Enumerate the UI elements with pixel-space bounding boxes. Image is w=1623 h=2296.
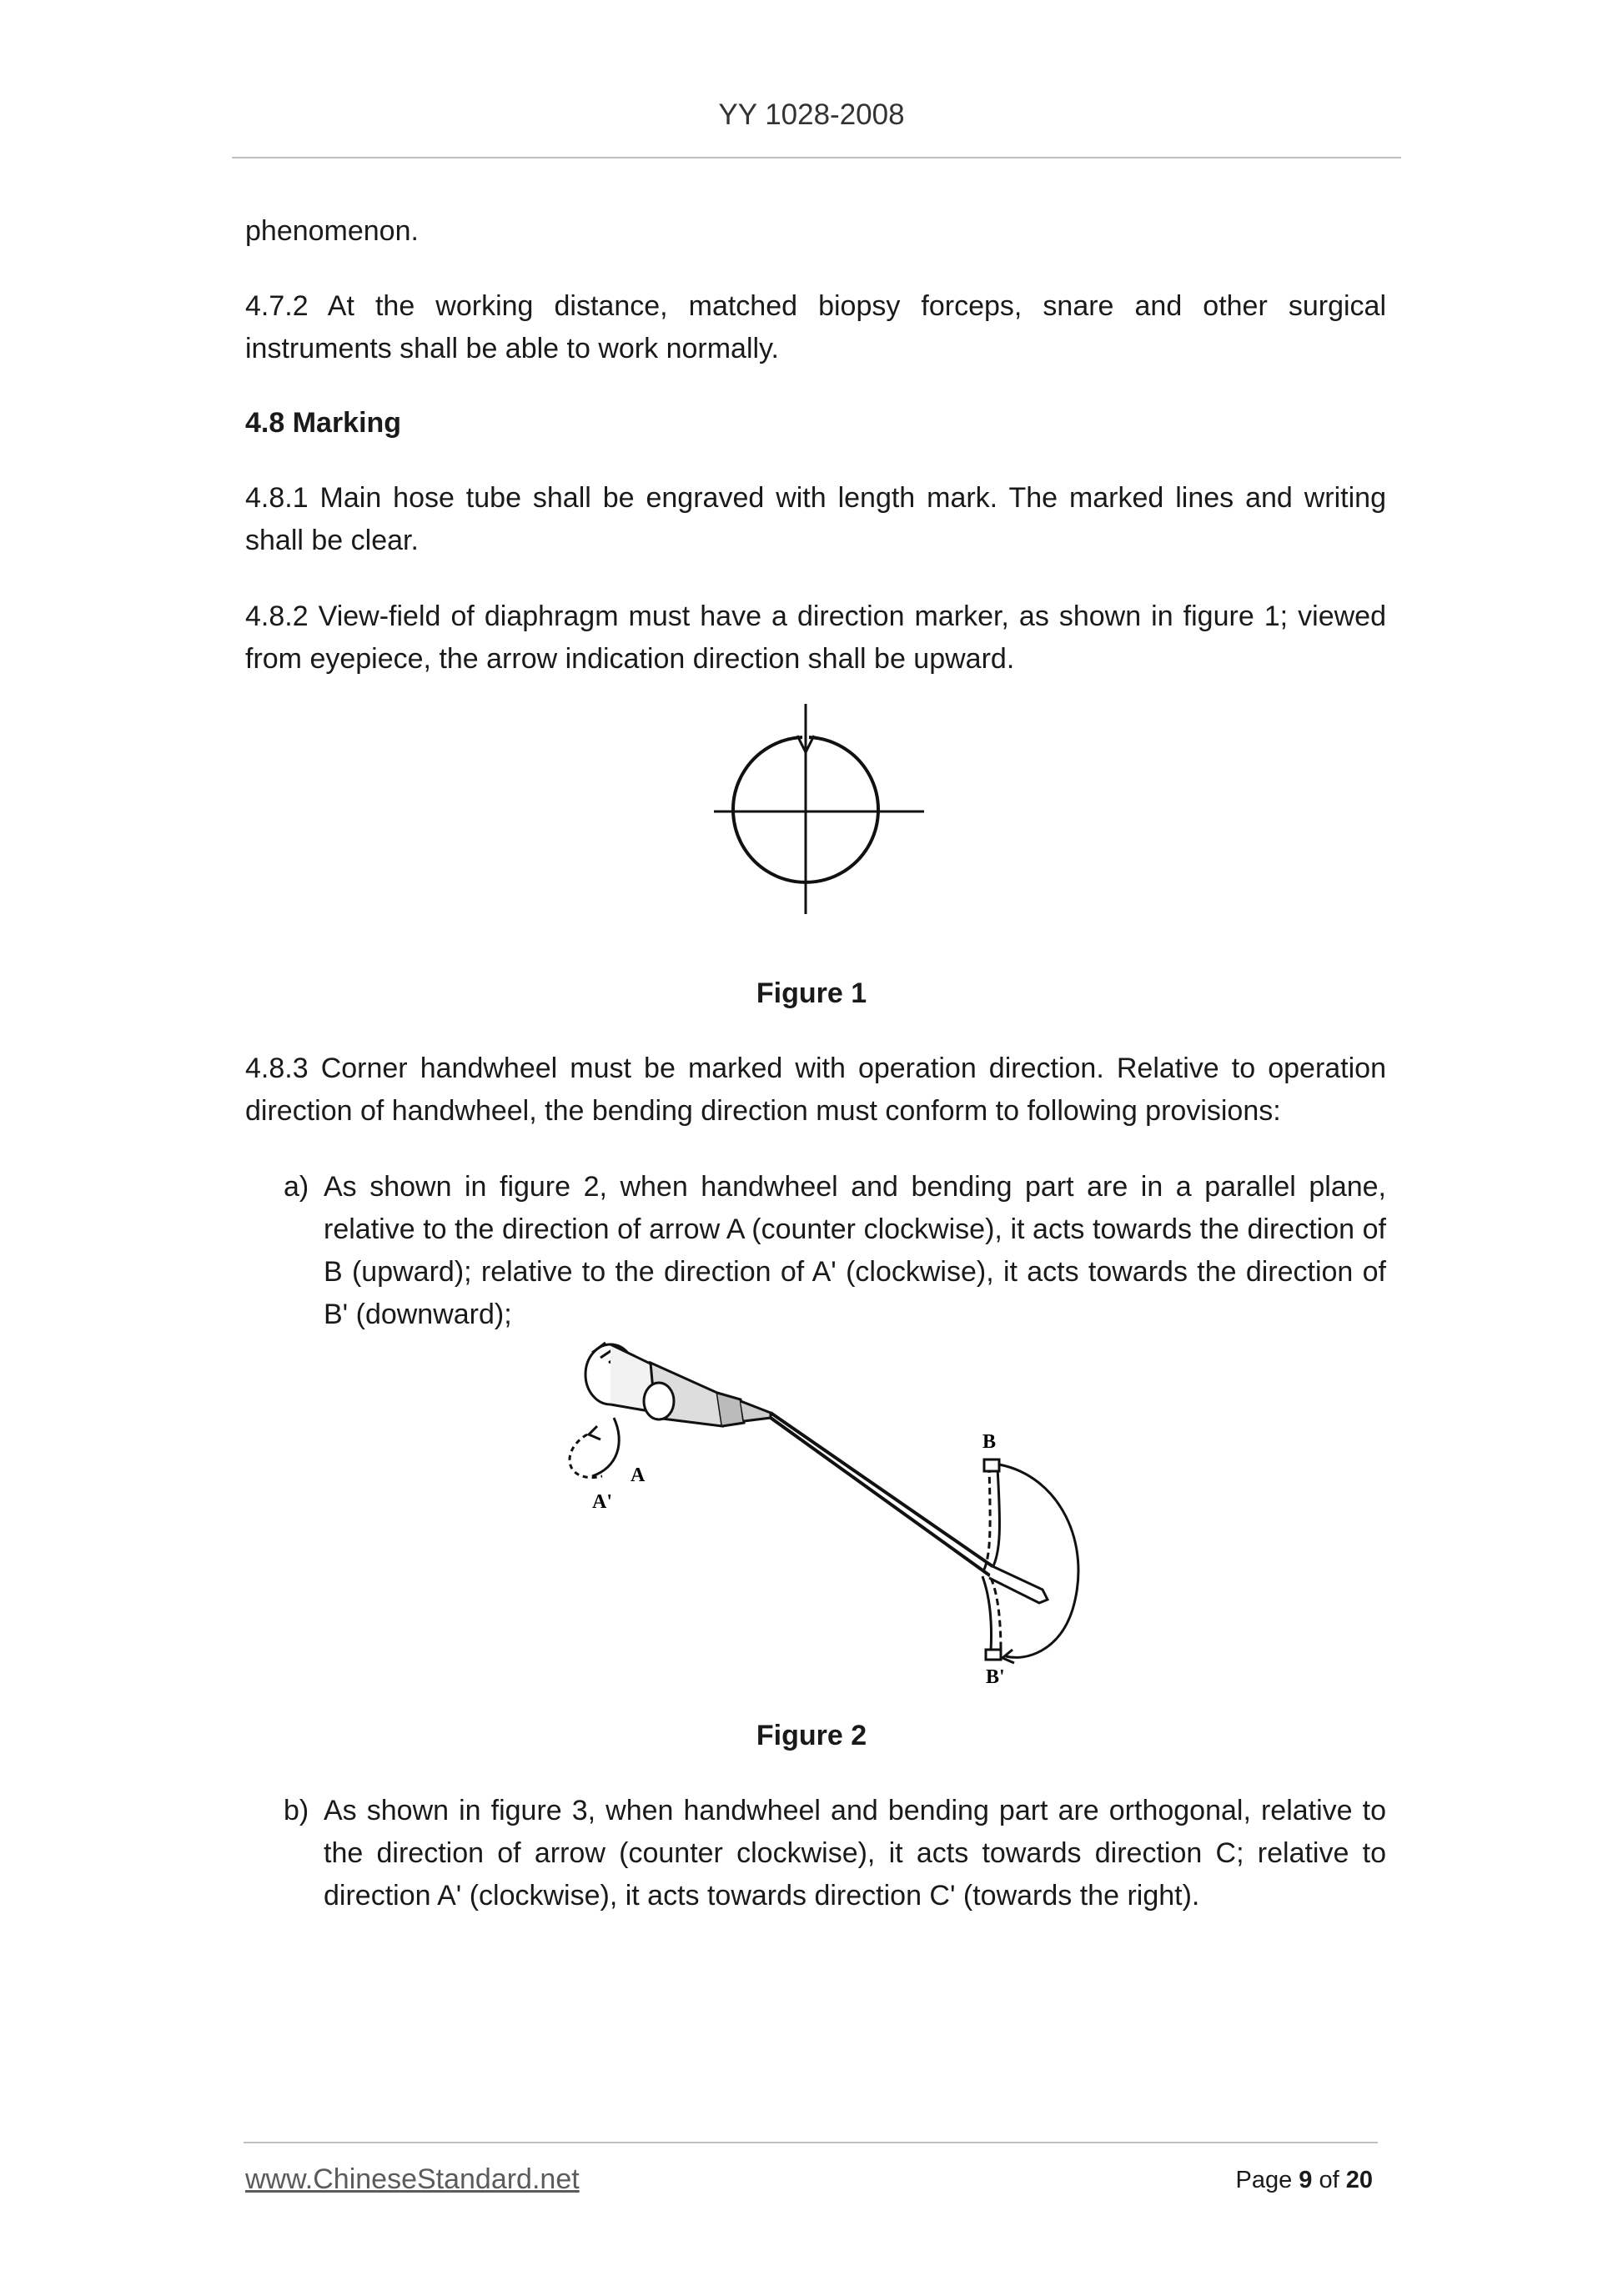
page-number: [1235, 2167, 1373, 2194]
list-text-b: As shown in figure 3, when handwheel and bending part are orthogonal, relative to the direction of arrow (counter clockwise), it acts towards direction C; relative to direction A' (clockwise), it acts towards direction C' (towards the right).: [324, 1795, 1386, 1912]
page-current: 9: [1299, 2167, 1313, 2193]
page-total: 20: [1345, 2167, 1373, 2193]
header-divider: [232, 157, 1401, 158]
website-link[interactable]: www.ChineseStandard.net: [245, 2163, 580, 2195]
paragraph-4-8-1: 4.8.1 Main hose tube shall be engraved with length mark. The marked lines and writing shall be clear.: [245, 482, 1386, 556]
paragraph-4-7-2: 4.7.2 At the working distance, matched biopsy forceps, snare and other surgical instruments shall be able to work normally.: [245, 290, 1386, 364]
list-item-a: [284, 1166, 1386, 1336]
figure-2-caption: Figure 2: [756, 1720, 867, 1751]
figure-2-label-b-prime: B': [986, 1666, 1005, 1685]
figure-2-label-a-prime: A': [592, 1491, 612, 1513]
paragraph-4-8-2: 4.8.2 View-field of diaphragm must have a direction marker, as shown in figure 1; viewed from eyepiece, the arrow indication direction shall be upward.: [245, 600, 1386, 675]
figure-2-endoscope-diagram: [559, 1334, 1109, 1685]
page-prefix: Page: [1235, 2167, 1293, 2193]
list-marker-b: b): [284, 1795, 309, 1826]
document-code-header: YY 1028-2008: [718, 98, 905, 131]
figure-2-label-b: B: [982, 1431, 997, 1453]
list-marker-a: a): [284, 1171, 309, 1203]
figure-2-label-a: A: [631, 1465, 646, 1486]
list-text-a: As shown in figure 2, when handwheel and bending part are in a parallel plane, relative to the direction of arrow A (counter clockwise), it acts towards the direction of B (upward); relative to the direction of A' (clockwise), it acts towards the direction of B' (downward);: [324, 1171, 1386, 1330]
figure-1-diaphragm-diagram: [706, 696, 956, 929]
list-item-b: [284, 1790, 1386, 1917]
page-of: of: [1319, 2167, 1339, 2193]
figure-1-caption: Figure 1: [756, 977, 867, 1009]
paragraph-4-8-3: 4.8.3 Corner handwheel must be marked with operation direction. Relative to operation direction of handwheel, the bending direction must conform to following provisions:: [245, 1053, 1386, 1127]
section-heading-4-8: 4.8 Marking: [245, 407, 402, 439]
footer-divider: [244, 2142, 1378, 2143]
paragraph-phenomenon: phenomenon.: [245, 215, 419, 247]
